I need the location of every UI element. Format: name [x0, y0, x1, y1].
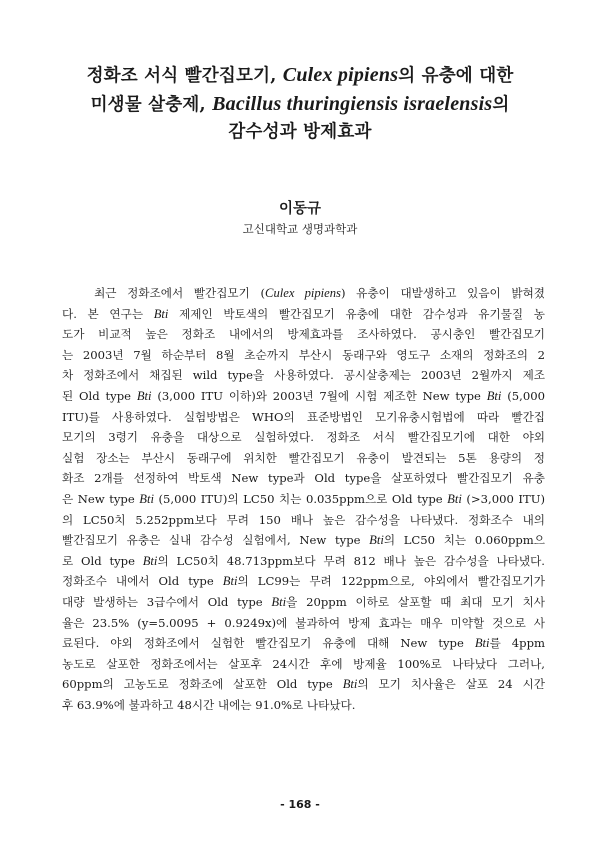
title-line-3: 감수성과 방제효과	[228, 122, 372, 142]
text: 를 4ppm	[489, 636, 545, 651]
abstract-line	[62, 592, 545, 613]
bti-term: Bti	[271, 594, 287, 609]
text: 된 Old type	[62, 388, 137, 403]
abstract-line	[62, 530, 545, 551]
bti-term: Bti	[342, 677, 358, 692]
abstract-line	[62, 489, 545, 510]
text: (5,000	[501, 388, 545, 403]
abstract-line	[62, 386, 545, 407]
abstract-line: ITU)를 사용하였다. 실험방법은 WHO의 표준방법인 모기유충시험법에 따라 빨간집	[62, 409, 545, 424]
text: 의 LC99는 무려 122ppm으로, 야외에서 빨간집모기가	[237, 574, 545, 589]
abstract-line	[62, 551, 545, 572]
abstract-body	[62, 283, 545, 715]
text: 료된다. 야외 정화조에서 실험한 빨간집모기 유충에 대해 New type	[62, 636, 475, 651]
text: 최근 정화조에서 빨간집모기 (	[94, 286, 266, 300]
abstract-line: 농도로 살포한 정화조에서는 살포후 24시간 후에 방제율 100%로 나타났다 그러나,	[62, 656, 545, 671]
text: (3,000 ITU 이하)와 2003년 7월에 시험 제조한 New type	[151, 388, 487, 403]
bti-term: Bti	[136, 388, 152, 403]
author-affiliation: 고신대학교 생명과학과	[242, 222, 358, 236]
paper-title	[40, 62, 560, 147]
abstract-line: 모기의 3령기 유충을 대상으로 실험하였다. 정화조 서식 빨간집모기에 대한 야외	[62, 430, 545, 445]
title-text: 정화조 서식 빨간집모기,	[86, 66, 283, 86]
abstract-line: 후 63.9%에 불과하고 48시간 내에는 91.0%로 나타났다.	[62, 697, 356, 712]
text: 을 20ppm 이하로 살포할 때 최대 모기 치사	[286, 594, 545, 609]
text: ) 유충이 대발생하고 있음이 밝혀졌	[340, 286, 545, 300]
text: (5,000 ITU)의 LC50 치는 0.035ppm으로 Old type	[153, 491, 448, 506]
abstract-line: 도가 비교적 높은 정화조 내에서의 방제효과를 조사하였다. 공시충인 빨간집모기	[62, 327, 545, 342]
text: 정화조수 내에서 Old type	[62, 574, 223, 589]
abstract-line: 율은 23.5% (y=5.0095 + 0.9249x)에 불과하여 방제 효과는 매우 미약할 것으로 사	[62, 615, 545, 630]
bti-term: Bti	[447, 491, 462, 506]
text: 제제인 박토색의 빨간집모기 유충에 대한 감수성과 유기물질 농	[168, 306, 545, 321]
text: 의 LC50치 48.713ppm보다 무려 812 배나 높은 감수성을 나타냈다.	[157, 553, 545, 568]
abstract-line	[62, 571, 545, 592]
text: (>3,000 ITU)	[461, 491, 545, 506]
bti-term: Bti	[486, 388, 502, 403]
author-name: 이동규	[278, 201, 322, 217]
text: 의 LC50 치는 0.060ppm으	[383, 533, 545, 548]
title-text: 의	[492, 94, 510, 115]
text: 60ppm의 고농도로 정화조에 살포한 Old type	[62, 677, 343, 692]
text: 은 New type	[62, 491, 140, 506]
abstract-line: 차 정화조에서 채집된 wild type을 사용하였다. 공시살충제는 2003년 2월까지 제조	[62, 368, 545, 383]
species-name: Culex pipiens	[282, 64, 399, 86]
text: 대량 발생하는 3급수에서 Old type	[62, 594, 272, 609]
text: 로 Old type	[62, 553, 143, 568]
abstract-line: 의 LC50치 5.252ppm보다 무려 150 배나 높은 감수성을 나타냈다. 정화조수 내의	[62, 512, 545, 527]
title-text: 의 유충에 대한	[398, 66, 514, 86]
species-name: Bacillus thuringiensis israelensis	[212, 92, 493, 115]
abstract-line: 화조 2개를 선정하여 박토색 New type과 Old type을 살포하였다 빨간집모기 유충	[62, 471, 545, 486]
bti-term: Bti	[369, 533, 384, 548]
text: 빨간집모기 유충은 실내 감수성 실험에서, New type	[62, 533, 370, 548]
text: 다. 본 연구는	[62, 306, 154, 321]
abstract-line: 실험 장소는 부산시 동래구에 위치한 빨간집모기 유충이 발견되는 5톤 용량의 정	[62, 450, 545, 465]
bti-term: Bti	[142, 553, 158, 568]
bti-term: Bti	[222, 574, 238, 589]
bti-term: Bti	[139, 491, 154, 506]
page-number: - 168 -	[280, 798, 320, 811]
species-name: Culex pipiens	[265, 286, 341, 300]
abstract-line	[62, 674, 545, 695]
title-text: 미생물 살충제,	[90, 94, 213, 115]
abstract-line: 는 2003년 7월 하순부터 8월 초순까지 부산시 동래구와 영도구 소재의 정화조의 2	[62, 347, 545, 362]
title-line-2	[40, 91, 560, 120]
text: 의 모기 치사율은 살포 24 시간	[357, 677, 545, 692]
bti-term: Bti	[474, 636, 490, 651]
abstract-line	[62, 633, 545, 654]
title-line-1	[40, 62, 560, 91]
bti-term: Bti	[153, 306, 169, 321]
abstract-line	[62, 283, 545, 304]
abstract-line	[62, 304, 545, 325]
